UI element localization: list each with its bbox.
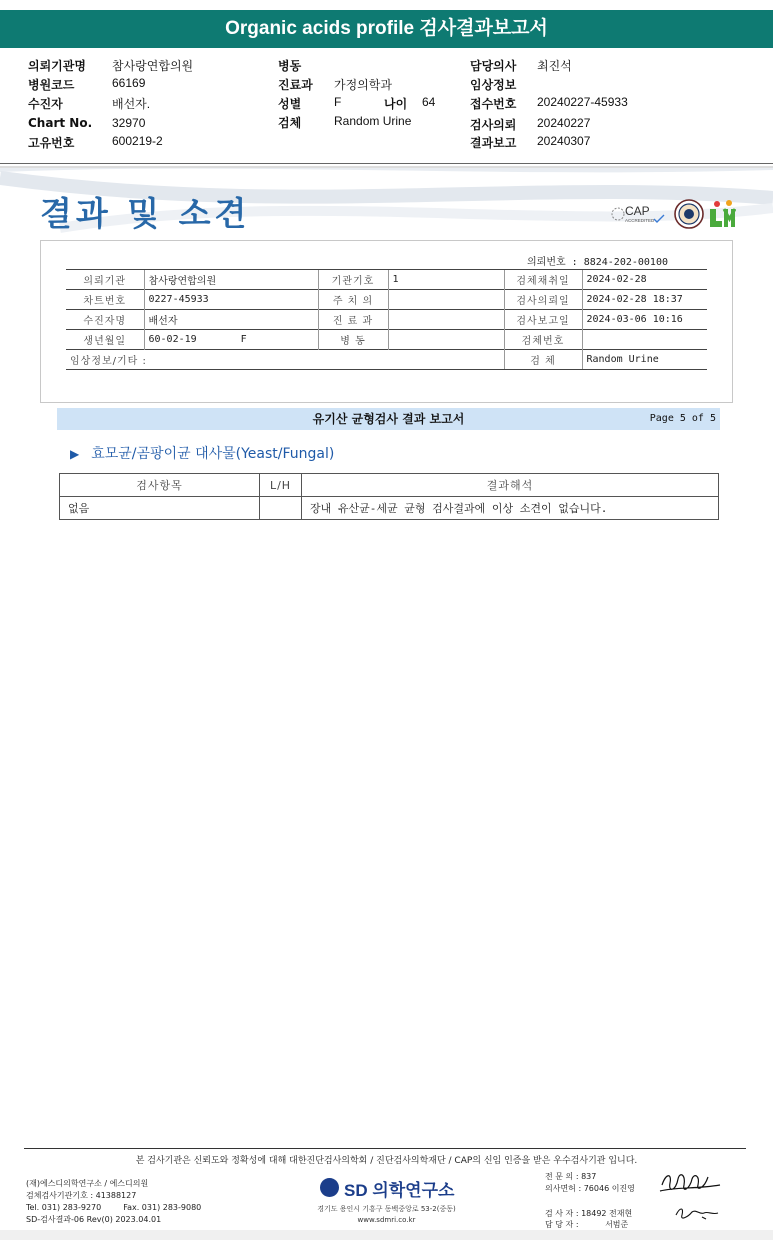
table-row — [60, 497, 719, 520]
age-value: 64 — [422, 95, 436, 109]
institution-value: 참사랑연합의원 — [112, 59, 194, 73]
info-value — [144, 330, 318, 350]
result-table — [59, 473, 719, 520]
receipt-label: 접수번호 — [470, 97, 517, 111]
doctor-value: 최진석 — [537, 59, 572, 73]
examiner-line — [545, 1208, 635, 1220]
report-title-bar — [57, 408, 720, 430]
specimen-value: Random Urine — [334, 114, 412, 128]
society-seal-icon — [674, 199, 704, 229]
subsection-heading — [70, 443, 334, 463]
age-label: 나이 — [384, 97, 408, 111]
accreditation-note: 본 검사기관은 신뢰도와 정확성에 대해 대한진단검사의학회 / 진단검사의학재단 / CAP의 신임 인증을 받은 우수검사기관 입니다. — [135, 1156, 638, 1166]
info-value — [388, 330, 504, 350]
hospital-code-value: 66169 — [112, 76, 146, 90]
clinical-info-label: 임상정보/기타 : — [66, 350, 504, 370]
info-label: 병 동 — [318, 330, 388, 350]
sex-value: F — [334, 95, 342, 109]
info-value: 2024-03-06 10:16 — [582, 310, 707, 330]
sex-label: 성별 — [278, 97, 302, 111]
subsection-title: 효모균/곰팡이균 대사물(Yeast/Fungal) — [91, 446, 335, 462]
sd-lab-logo — [320, 1176, 460, 1200]
info-value — [388, 310, 504, 330]
info-label: 수진자명 — [66, 310, 144, 330]
results-section-title: 결과 및 소견 — [40, 194, 251, 233]
patient-label: 수진자 — [28, 97, 63, 111]
dept-label: 진료과 — [278, 78, 313, 92]
birth-sex: F — [240, 334, 247, 345]
lab-org: (재)에스디의학연구소 / 에스디의원 — [26, 1179, 149, 1188]
lab-website: www.sdmri.co.kr — [357, 1216, 416, 1224]
result-lh — [260, 497, 302, 520]
chart-no-label: Chart No. — [28, 116, 93, 130]
column-header-item: 검사항목 — [60, 474, 260, 497]
license-no: 76046 이진영 — [583, 1183, 635, 1193]
dept-value: 가정의학과 — [334, 78, 392, 92]
request-value: 20240227 — [537, 116, 591, 130]
info-label: 의뢰기관 — [66, 270, 144, 290]
result-item: 없음 — [60, 497, 260, 520]
form-number: SD-검사결과-06 Rev(0) 2023.04.01 — [26, 1215, 162, 1224]
info-value: 0227-45933 — [144, 290, 318, 310]
column-header-interpretation: 결과해석 — [302, 474, 719, 497]
info-value — [388, 290, 504, 310]
physician-signature — [656, 1167, 726, 1199]
specialist-label: 전 문 의 : — [545, 1172, 579, 1181]
request-number: 의뢰번호 : 8824-202-00100 — [527, 257, 668, 268]
result-header-row — [60, 474, 719, 497]
report-date-value: 20240307 — [537, 134, 591, 148]
clinical-label: 임상정보 — [470, 78, 517, 92]
result-interpretation: 장내 유산균-세균 균형 검사결과에 이상 소견이 없습니다. — [302, 497, 719, 520]
info-value: 2024-02-28 — [582, 270, 707, 290]
info-label: 검체채취일 — [504, 270, 582, 290]
info-label: 검사의뢰일 — [504, 290, 582, 310]
patient-name-value: 배선자. — [112, 97, 151, 111]
specialist-line — [545, 1171, 635, 1183]
specimen-value: Random Urine — [582, 350, 707, 370]
license-line — [545, 1183, 635, 1195]
report-date-label: 결과보고 — [470, 136, 517, 150]
header-divider — [0, 163, 773, 164]
info-label: 주 치 의 — [318, 290, 388, 310]
info-row — [66, 270, 707, 290]
receipt-value: 20240227-45933 — [537, 95, 628, 109]
lm-certification-icon — [708, 199, 736, 229]
request-label: 검사의뢰 — [470, 118, 517, 132]
sd-logo-mark-icon — [320, 1178, 339, 1197]
info-row — [66, 330, 707, 350]
chart-no-value: 32970 — [112, 116, 146, 130]
info-value: 배선자 — [144, 310, 318, 330]
doctor-label: 담당의사 — [470, 59, 517, 73]
manager-value: 서범준 — [605, 1220, 629, 1229]
info-value: 2024-02-28 18:37 — [582, 290, 707, 310]
footer-signatories — [545, 1171, 635, 1231]
report-title: 유기산 균형검사 결과 보고서 — [312, 412, 465, 426]
report-header-title: Organic acids profile 검사결과보고서 — [0, 10, 773, 48]
info-value — [582, 330, 707, 350]
bottom-strip — [0, 1230, 773, 1240]
page-indicator: Page 5 of 5 — [649, 413, 716, 424]
unique-no-value: 600219-2 — [112, 134, 163, 148]
specimen-label: 검체 — [278, 116, 302, 130]
manager-label: 담 당 자 : — [545, 1220, 579, 1229]
info-label: 차트번호 — [66, 290, 144, 310]
info-label: 진 료 과 — [318, 310, 388, 330]
institution-label: 의뢰기관명 — [28, 59, 86, 73]
info-label: 검사보고일 — [504, 310, 582, 330]
info-label: 생년월일 — [66, 330, 144, 350]
info-label: 기관기호 — [318, 270, 388, 290]
lab-fax: Fax. 031) 283-9080 — [123, 1203, 202, 1212]
lab-address: 경기도 용인시 기흥구 동백중앙로 53-2(중동) — [317, 1205, 456, 1213]
examiner-value: 18492 전재현 — [581, 1208, 633, 1218]
examiner-label: 검 사 자 : — [545, 1208, 579, 1218]
sd-logo-text: SD 의학연구소 — [344, 1181, 455, 1200]
license-label: 의사면허 : — [545, 1183, 582, 1193]
cap-accredited-logo — [610, 202, 670, 226]
info-row — [66, 350, 707, 370]
info-label: 검체번호 — [504, 330, 582, 350]
specialist-no: 837 — [581, 1172, 597, 1181]
info-row — [66, 290, 707, 310]
specimen-label: 검 체 — [504, 350, 582, 370]
unique-no-label: 고유번호 — [28, 136, 75, 150]
info-value: 참사랑연합의원 — [144, 270, 318, 290]
examiner-signature — [672, 1203, 724, 1223]
cap-logo-subtext: ACCREDITED — [625, 218, 655, 223]
info-row — [66, 310, 707, 330]
patient-info-grid — [0, 52, 773, 164]
lab-tel: Tel. 031) 283-9270 — [26, 1203, 102, 1212]
hospital-code-label: 병원코드 — [28, 78, 75, 92]
footer-divider — [24, 1148, 746, 1149]
column-header-lh: L/H — [260, 474, 302, 497]
cap-logo-text: CAP — [625, 204, 650, 218]
request-info-table — [66, 269, 707, 370]
lab-inst-code: 검체검사기관기호 : 41388127 — [26, 1191, 137, 1200]
birth-date: 60-02-19 — [148, 334, 197, 345]
triangle-bullet-icon: ▶ — [70, 447, 80, 461]
info-value: 1 — [388, 270, 504, 290]
ward-label: 병동 — [278, 59, 302, 73]
manager-line — [545, 1219, 635, 1231]
